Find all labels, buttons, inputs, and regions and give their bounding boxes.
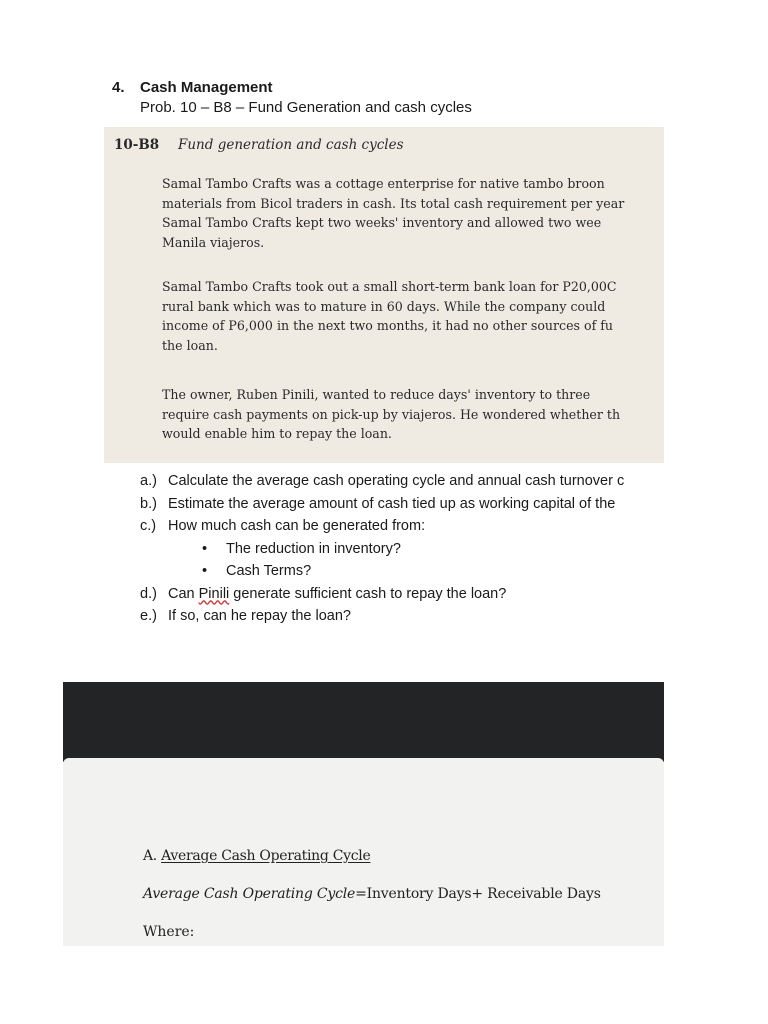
paragraph-line: Samal Tambo Crafts was a cottage enterprise for native tambo broon: [162, 176, 605, 191]
sub-item: [140, 538, 668, 561]
answer-heading-prefix: A.: [143, 848, 162, 864]
where-label: Where:: [143, 924, 195, 940]
paragraph-line: Samal Tambo Crafts kept two weeks' inventory and allowed two wee: [162, 215, 602, 230]
section-header: [112, 78, 672, 118]
formula-expression: =Inventory Days+ Receivable Days: [355, 886, 601, 902]
bullet-icon: •: [202, 540, 208, 557]
problem-reference: Prob. 10 – B8 – Fund Generation and cash cycles: [140, 99, 472, 116]
question-text: Calculate the average cash operating cycle and annual cash turnover c: [168, 473, 625, 489]
answer-heading-text: Average Cash Operating Cycle: [161, 848, 371, 864]
question-item: [140, 515, 668, 538]
section-number: 4.: [112, 79, 125, 96]
paragraph-line: require cash payments on pick-up by viajeros. He wondered whether th: [162, 406, 621, 422]
question-label: c.): [140, 518, 157, 534]
paragraph-line: materials from Bicol traders in cash. Its total cash requirement per year: [162, 195, 625, 211]
question-text-pre: Can: [168, 585, 199, 602]
question-label: e.): [140, 608, 157, 624]
section-title: [112, 78, 672, 98]
question-text: Estimate the average amount of cash tied up as working capital of the: [168, 495, 616, 512]
problem-paragraph-1: [162, 174, 664, 252]
section-title-text: Cash Management: [140, 79, 273, 96]
question-item: [140, 583, 668, 606]
bullet-icon: •: [202, 563, 208, 579]
sub-item-text: Cash Terms?: [226, 563, 312, 579]
formula-line: [143, 886, 601, 902]
question-text: How much cash can be generated from:: [168, 518, 426, 534]
dark-banner: [63, 682, 664, 762]
question-text-post: generate sufficient cash to repay the loan?: [229, 585, 507, 602]
scanned-problem-image: [104, 127, 664, 463]
question-list: [140, 470, 668, 628]
question-item: [140, 605, 668, 628]
answer-card: [63, 758, 664, 946]
question-label: b.): [140, 495, 157, 512]
problem-paragraph-2: [162, 277, 664, 355]
problem-code: 10-B8: [114, 137, 160, 153]
paragraph-line: would enable him to repay the loan.: [162, 426, 392, 441]
paragraph-line: rural bank which was to mature in 60 days. While the company could: [162, 298, 606, 314]
paragraph-line: Samal Tambo Crafts took out a small short-term bank loan for P20,00C: [162, 279, 617, 294]
question-item: [140, 493, 668, 516]
answer-heading: [143, 848, 370, 864]
question-text: If so, can he repay the loan?: [168, 608, 351, 624]
sub-item: [140, 560, 668, 583]
question-item: [140, 470, 668, 493]
sub-item-text: The reduction in inventory?: [226, 540, 401, 557]
paragraph-line: The owner, Ruben Pinili, wanted to reduce days' inventory to three: [162, 387, 591, 402]
paragraph-line: the loan.: [162, 337, 218, 353]
paragraph-line: income of P6,000 in the next two months, it had no other sources of fu: [162, 318, 614, 333]
spellcheck-flagged-word[interactable]: Pinili: [198, 585, 230, 602]
question-label: a.): [140, 473, 157, 489]
problem-paragraph-3: [162, 385, 664, 444]
paragraph-line: Manila viajeros.: [162, 234, 265, 250]
formula-term: Average Cash Operating Cycle: [143, 886, 356, 902]
question-label: d.): [140, 585, 157, 602]
problem-title: Fund generation and cash cycles: [178, 137, 404, 153]
